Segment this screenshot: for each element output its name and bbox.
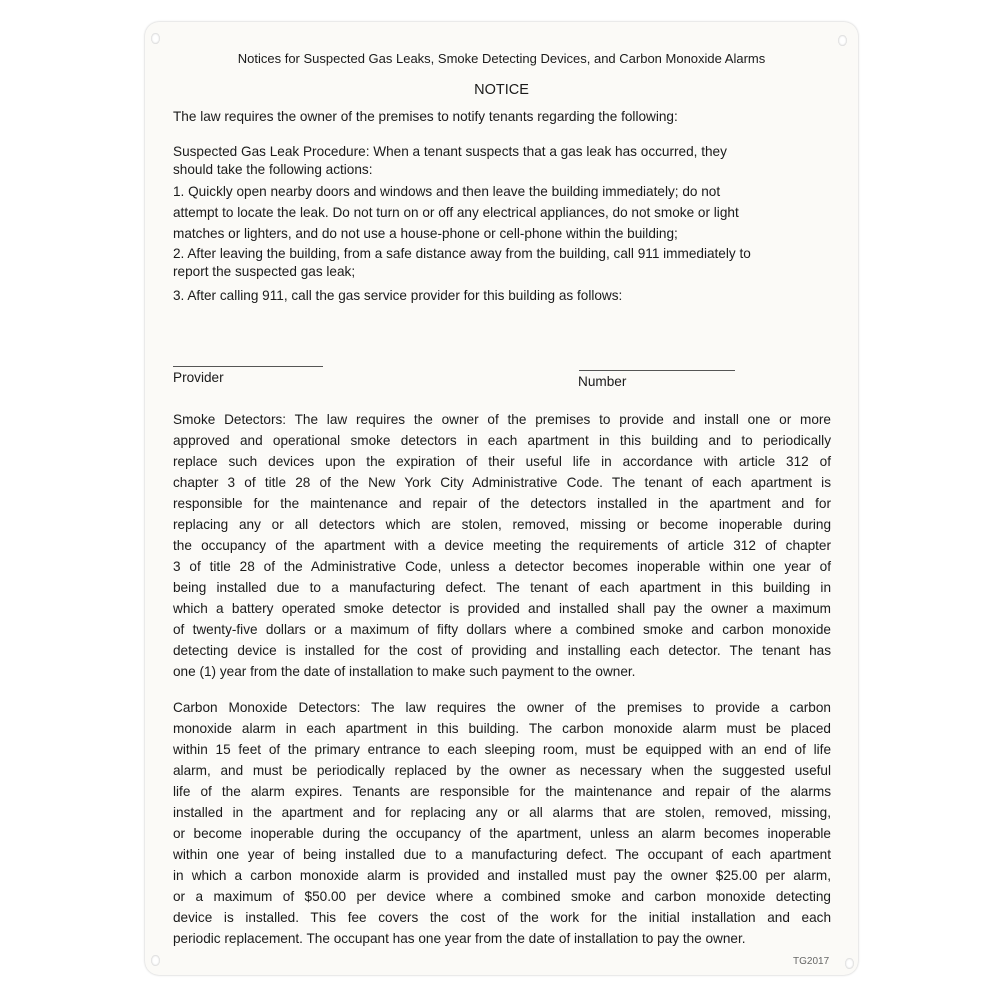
co-text-line: installed in the apartment and for replacing any or all alarms that are stolen, removed, missing, xyxy=(173,805,831,820)
gas-text-line: matches or lighters, and do not use a house-phone or cell-phone within the building; xyxy=(173,226,678,241)
mounting-hole xyxy=(151,955,160,966)
smoke-text-line: one (1) year from the date of installation to make such payment to the owner. xyxy=(173,664,636,679)
sign-title: Notices for Suspected Gas Leaks, Smoke Detecting Devices, and Carbon Monoxide Alarms xyxy=(237,51,766,66)
gas-text-line: 2. After leaving the building, from a safe distance away from the building, call 911 immediately to xyxy=(173,246,751,261)
mounting-hole xyxy=(151,33,160,44)
co-text-line: monoxide alarm in each apartment in this building. The carbon monoxide alarm must be placed xyxy=(173,721,831,736)
smoke-text-line: which a battery operated smoke detector is provided and installed shall pay the owner a maximum xyxy=(173,601,831,616)
gas-text-line: Suspected Gas Leak Procedure: When a tenant suspects that a gas leak has occurred, they xyxy=(173,144,727,159)
gas-text-line: should take the following actions: xyxy=(173,162,373,177)
mounting-hole xyxy=(838,35,847,46)
co-text-line: in which a carbon monoxide alarm is provided and installed must pay the owner $25.00 per alarm, xyxy=(173,868,831,883)
notice-heading: NOTICE xyxy=(474,82,529,98)
gas-text-line: attempt to locate the leak. Do not turn on or off any electrical appliances, do not smoke or light xyxy=(173,205,739,220)
smoke-text-line: replacing any or all detectors which are stolen, removed, missing or become inoperable during xyxy=(173,517,831,532)
smoke-text-line: being installed due to a manufacturing defect. The tenant of each apartment in this building in xyxy=(173,580,831,595)
co-text-line: Carbon Monoxide Detectors: The law requires the owner of the premises to provide a carbon xyxy=(173,700,831,715)
gas-text-line: 3. After calling 911, call the gas service provider for this building as follows: xyxy=(173,288,623,303)
gas-text-line: report the suspected gas leak; xyxy=(173,264,356,279)
smoke-text-line: Smoke Detectors: The law requires the owner of the premises to provide and install one or more xyxy=(173,412,831,427)
co-text-line: or become inoperable during the occupancy of the apartment, unless an alarm becomes inoperable xyxy=(173,826,831,841)
smoke-text-line: of twenty-five dollars or a maximum of fifty dollars where a combined smoke and carbon monoxide xyxy=(173,622,831,637)
provider-blank-line xyxy=(173,366,323,367)
co-text-line: or a maximum of $50.00 per device where a combined smoke and carbon monoxide detecting xyxy=(173,889,831,904)
smoke-text-line: detecting device is installed for the cost of providing and installing each detector. The tenant has xyxy=(173,643,831,658)
smoke-text-line: the occupancy of the apartment with a device meeting the requirements of article 312 of chapter xyxy=(173,538,831,553)
smoke-text-line: chapter 3 of title 28 of the New York City Administrative Code. The tenant of each apartment is xyxy=(173,475,831,490)
product-code: TG2017 xyxy=(793,956,830,967)
intro-text: The law requires the owner of the premises to notify tenants regarding the following: xyxy=(173,109,678,124)
number-label: Number xyxy=(578,374,627,389)
co-text-line: within 15 feet of the primary entrance to each sleeping room, must be equipped with an end of life xyxy=(173,742,831,757)
number-blank-line xyxy=(579,370,735,371)
smoke-text-line: responsible for the maintenance and repair of the detectors installed in the apartment and for xyxy=(173,496,831,511)
co-text-line: periodic replacement. The occupant has one year from the date of installation to pay the owner. xyxy=(173,931,746,946)
smoke-text-line: replace such devices upon the expiration of their useful life in accordance with article 312 of xyxy=(173,454,831,469)
co-text-line: alarm, and must be periodically replaced by the owner as necessary when the suggested useful xyxy=(173,763,831,778)
gas-text-line: 1. Quickly open nearby doors and windows and then leave the building immediately; do not xyxy=(173,184,721,199)
co-text-line: device is installed. This fee covers the cost of the work for the initial installation and each xyxy=(173,910,831,925)
smoke-text-line: 3 of title 28 of the Administrative Code, unless a detector becomes inoperable within one year of xyxy=(173,559,831,574)
co-text-line: within one year of being installed due to a manufacturing defect. The occupant of each apartment xyxy=(173,847,831,862)
smoke-text-line: approved and operational smoke detectors in each apartment in this building and to periodically xyxy=(173,433,831,448)
co-text-line: life of the alarm expires. Tenants are responsible for the maintenance and repair of the alarms xyxy=(173,784,831,799)
provider-label: Provider xyxy=(173,370,224,385)
mounting-hole xyxy=(845,958,854,969)
